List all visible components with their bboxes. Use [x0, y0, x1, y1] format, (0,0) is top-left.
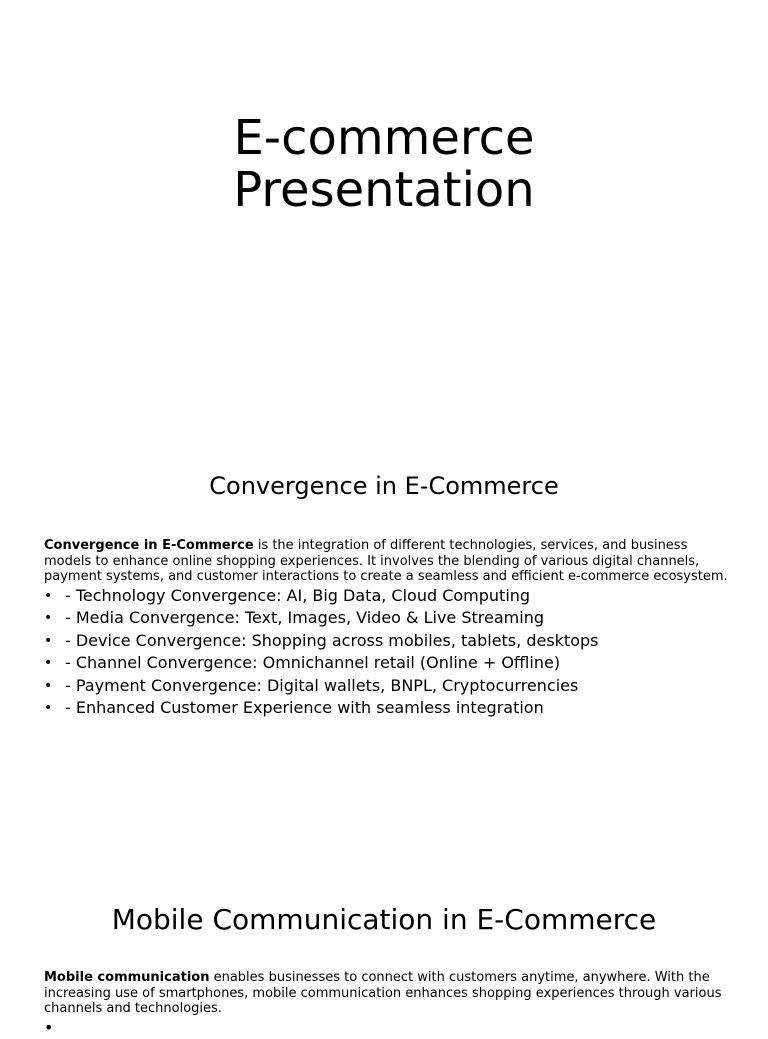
bullet-text: - Media Convergence: Text, Images, Video & Live Streaming — [65, 608, 544, 628]
bullet-icon: • — [44, 610, 53, 627]
bullet-text: - Device Convergence: Shopping across mobiles, tablets, desktops — [65, 630, 599, 650]
list-item — [44, 697, 598, 719]
bullet-icon: • — [44, 655, 53, 672]
list-item — [44, 607, 598, 629]
mobile-intro-text: enables businesses to connect with customers anytime, anywhere. With the increasing use of smartphones, mobile communication enhances shopping experiences through various channels and technologies. — [44, 970, 722, 1016]
bullet-icon: • — [44, 632, 53, 649]
presentation-title — [0, 112, 768, 216]
title-line-1: E-commerce — [233, 110, 535, 166]
convergence-intro-text: is the integration of different technologies, services, and business models to enhance online shopping experiences. It involves the blending of various digital channels, payment systems, and customer interactions to create a seamless and efficient e-commerce ecosystem. — [44, 538, 728, 584]
convergence-intro-paragraph — [44, 538, 734, 585]
convergence-bullet-list — [44, 585, 598, 719]
bullet-icon: • — [44, 588, 53, 604]
mobile-intro-bold: Mobile communication — [44, 970, 210, 985]
convergence-intro-bold: Convergence in E-Commerce — [44, 538, 254, 553]
bullet-icon: • — [44, 677, 53, 694]
bullet-text: - Technology Convergence: AI, Big Data, Cloud Computing — [65, 586, 531, 605]
bullet-text: - Channel Convergence: Omnichannel retail (Online + Offline) — [65, 653, 561, 673]
mobile-intro-paragraph — [44, 970, 734, 1017]
bullet-text: - Enhanced Customer Experience with seamless integration — [65, 697, 544, 717]
list-item — [44, 585, 598, 607]
bullet-text: - Payment Convergence: Digital wallets, BNPL, Cryptocurrencies — [65, 675, 579, 695]
list-item — [44, 630, 598, 652]
bullet-icon: • — [44, 699, 53, 716]
title-line-2: Presentation — [233, 162, 535, 218]
bullet-icon: • — [44, 1018, 54, 1037]
list-item — [44, 675, 598, 697]
list-item — [44, 652, 598, 674]
convergence-heading: Convergence in E-Commerce — [209, 472, 559, 500]
mobile-communication-heading: Mobile Communication in E-Commerce — [111, 903, 657, 936]
